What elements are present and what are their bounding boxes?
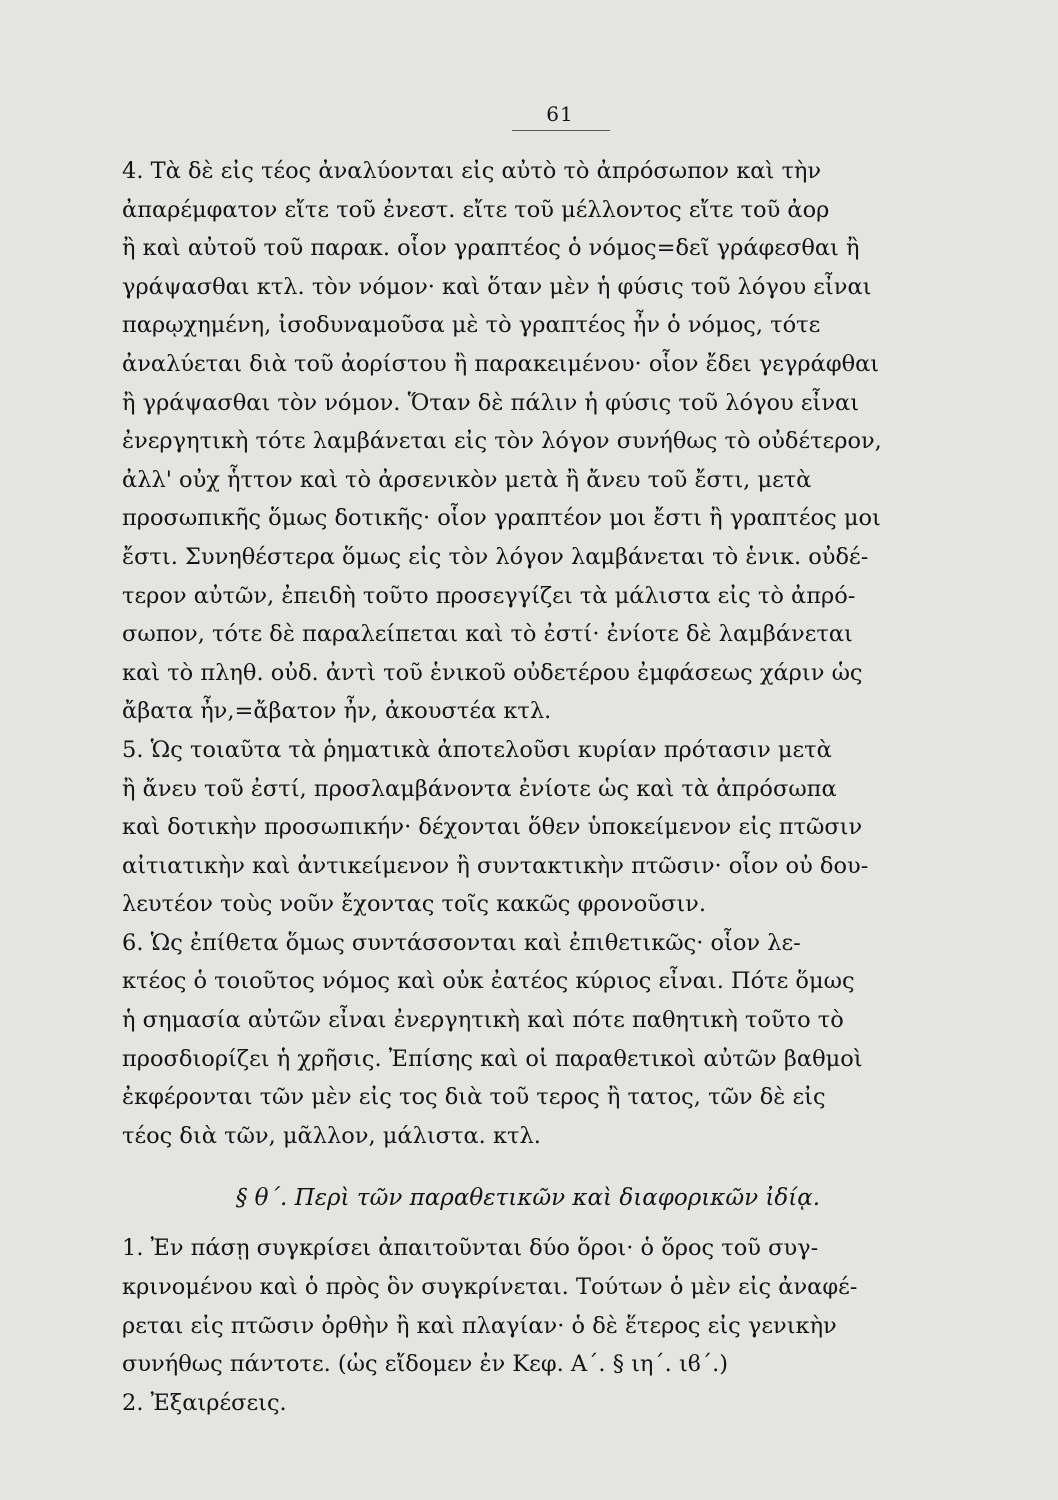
text-line: κρινομένου καὶ ὁ πρὸς ὃν συγκρίνεται. Τούτων ὁ μὲν εἰς ἀναφέ-	[122, 1274, 858, 1301]
text-line: ἢ καὶ αὐτοῦ τοῦ παρακ. οἷον γραπτέος ὁ νόμος=δεῖ γράφεσθαι ἢ	[122, 235, 860, 262]
text-line: λευτέον τοὺς νοῦν ἔχοντας τοῖς κακῶς φρονοῦσιν.	[122, 891, 706, 918]
text-line: 1. Ἐν πάσῃ συγκρίσει ἀπαιτοῦνται δύο ὅροι· ὁ ὅρος τοῦ συγ-	[122, 1235, 819, 1262]
text-line: συνήθως πάντοτε. (ὡς εἴδομεν ἐν Κεφ. Α΄. § ιη΄. ιϐ΄.)	[122, 1351, 729, 1378]
text-line: ἢ ἄνευ τοῦ ἐστί, προσλαμβάνοντα ἐνίοτε ὡς καὶ τὰ ἀπρόσωπα	[122, 775, 837, 802]
body-text	[122, 152, 934, 1418]
text-line: ἡ σημασία αὐτῶν εἶναι ἐνεργητικὴ καὶ πότε παθητικὴ τοῦτο τὸ	[122, 1007, 844, 1034]
text-line: ἔστι. Συνηθέστερα ὅμως εἰς τὸν λόγον λαμβάνεται τὸ ἑνικ. οὐδέ-	[122, 543, 869, 570]
text-line: 5. Ὡς τοιαῦτα τὰ ῥηματικὰ ἀποτελοῦσι κυρίαν πρότασιν μετὰ	[122, 736, 832, 763]
text-line: κτέος ὁ τοιοῦτος νόμος καὶ οὐκ ἐατέος κύριος εἶναι. Πότε ὅμως	[122, 968, 855, 995]
text-line: ἀπαρέμφατον εἴτε τοῦ ἐνεστ. εἴτε τοῦ μέλλοντος εἴτε τοῦ ἀορ	[122, 196, 830, 223]
text-line: αἰτιατικὴν καὶ ἀντικείμενον ἢ συντακτικὴν πτῶσιν· οἷον οὐ δου-	[122, 852, 869, 879]
text-line: τερον αὐτῶν, ἐπειδὴ τοῦτο προσεγγίζει τὰ μάλιστα εἰς τὸ ἀπρό-	[122, 582, 856, 609]
text-line: 2. Ἐξαιρέσεις.	[122, 1389, 287, 1416]
text-line: τέος διὰ τῶν, μᾶλλον, μάλιστα. κτλ.	[122, 1122, 541, 1149]
text-line: καὶ τὸ πληθ. οὐδ. ἀντὶ τοῦ ἑνικοῦ οὐδετέρου ἐμφάσεως χάριν ὡς	[122, 659, 863, 686]
paragraph-5	[122, 731, 934, 924]
text-line: προσδιορίζει ἡ χρῆσις. Ἐπίσης καὶ οἱ παραθετικοὶ αὐτῶν βαθμοὶ	[122, 1045, 863, 1072]
text-line: παρῳχημένη, ἰσοδυναμοῦσα μὲ τὸ γραπτέος ἦν ὁ νόμος, τότε	[122, 312, 821, 339]
text-line: γράψασθαι κτλ. τὸν νόμον· καὶ ὅταν μὲν ἡ φύσις τοῦ λόγου εἶναι	[122, 273, 872, 300]
text-line: ρεται εἰς πτῶσιν ὀρθὴν ἢ καὶ πλαγίαν· ὁ δὲ ἕτερος εἰς γενικὴν	[122, 1312, 837, 1339]
section-paragraph-1	[122, 1229, 934, 1383]
text-line: ἄβατα ἦν,=ἄβατον ἦν, ἀκουστέα κτλ.	[122, 698, 552, 725]
text-line: ἢ γράψασθαι τὸν νόμον. Ὅταν δὲ πάλιν ἡ φύσις τοῦ λόγου εἶναι	[122, 389, 860, 416]
section-heading: § θ΄. Περὶ τῶν παραθετικῶν καὶ διαφορικῶν ἰδίᾳ.	[235, 1185, 821, 1212]
text-line: ἀλλ' οὐχ ἧττον καὶ τὸ ἀρσενικὸν μετὰ ἢ ἄνευ τοῦ ἔστι, μετὰ	[122, 466, 812, 493]
paragraph-6	[122, 924, 934, 1156]
page-number: 61	[546, 102, 574, 126]
paragraph-4	[122, 152, 934, 731]
text-line: σωπον, τότε δὲ παραλείπεται καὶ τὸ ἐστί· ἐνίοτε δὲ λαμβάνεται	[122, 621, 853, 648]
text-line: ἀναλύεται διὰ τοῦ ἀορίστου ἢ παρακειμένου· οἷον ἔδει γεγράφθαι	[122, 350, 880, 377]
text-line: ἐκφέρονται τῶν μὲν εἰς τος διὰ τοῦ τερος ἢ τατος, τῶν δὲ εἰς	[122, 1084, 826, 1111]
text-line: προσωπικῆς ὅμως δοτικῆς· οἷον γραπτέον μοι ἔστι ἢ γραπτέος μοι	[122, 505, 881, 532]
text-line: ἐνεργητικὴ τότε λαμβάνεται εἰς τὸν λόγον συνήθως τὸ οὐδέτερον,	[122, 428, 882, 455]
text-line: 6. Ὡς ἐπίθετα ὅμως συντάσσονται καὶ ἐπιθετικῶς· οἷον λε-	[122, 929, 801, 956]
header-rule	[512, 130, 610, 131]
text-line: καὶ δοτικὴν προσωπικήν· δέχονται ὅθεν ὑποκείμενον εἰς πτῶσιν	[122, 814, 863, 841]
section-paragraph-2	[122, 1384, 934, 1418]
text-line: 4. Τὰ δὲ εἰς τέος ἀναλύονται εἰς αὐτὸ τὸ ἀπρόσωπον καὶ τὴν	[122, 158, 822, 184]
